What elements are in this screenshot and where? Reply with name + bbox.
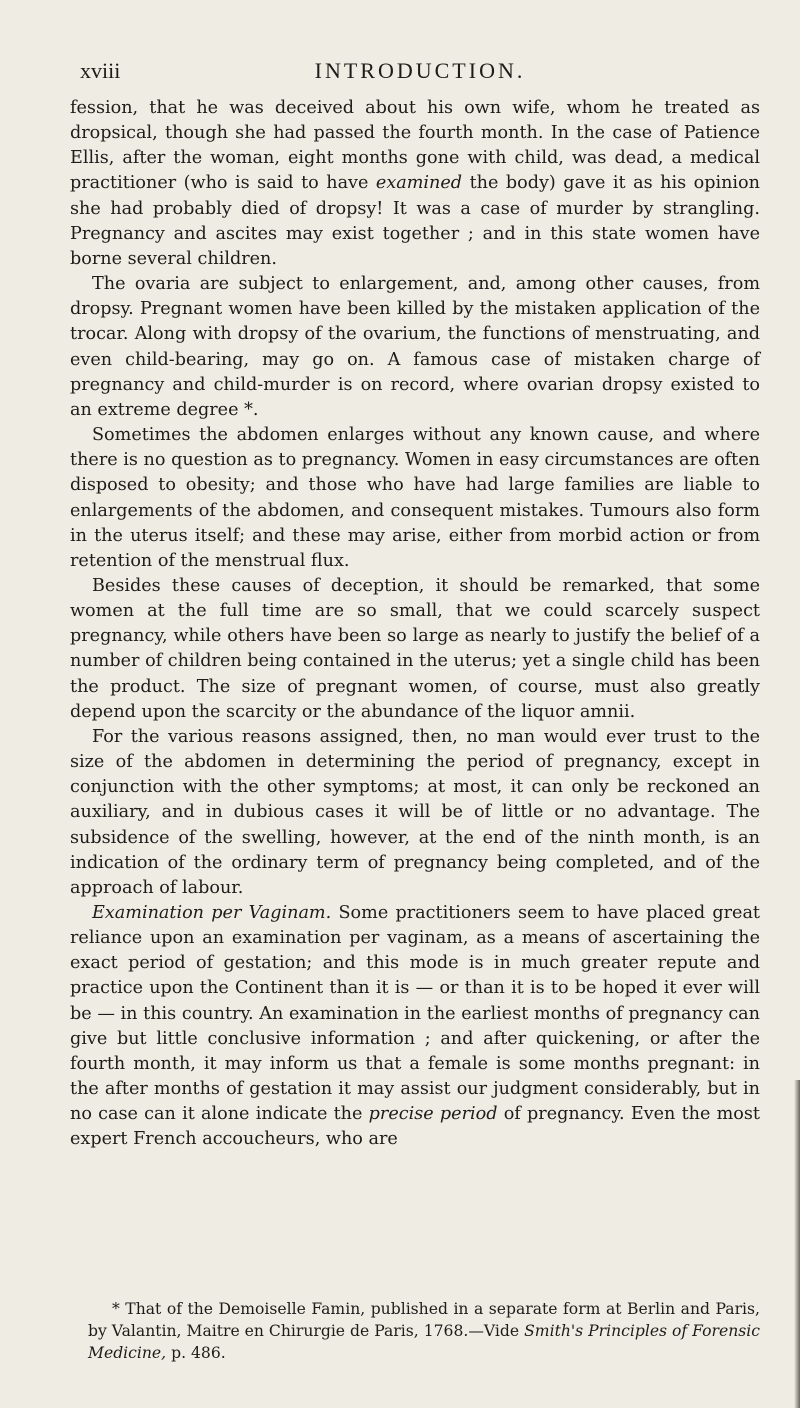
footnote: * That of the Demoiselle Famin, published in a separate form at Berlin and Paris, by Valantin, Maitre en Chirurgie de Paris, 1768.—Vide Smith's Principles of Forensic Medicine, p. 486. <box>88 1300 760 1362</box>
page-number: xviii <box>80 58 121 83</box>
paragraph-5: For the various reasons assigned, then, no man would ever trust to the size of the abdomen in determining the period of pregnancy, except in conjunction with the other symptoms; at most, it can only be reckoned an auxiliary, and in dubious cases it will be of little or no advantage. The subsidence of the swelling, however, at the end of the ninth month, is an indication of the ordinary term of pregnancy being completed, and of the approach of labour. <box>70 726 760 898</box>
body-text <box>70 96 760 1153</box>
section-heading: Examination per Vaginam. <box>92 903 332 923</box>
paragraph-1: fession, that he was deceived about his own wife, whom he treated as dropsical, though she had passed the fourth month. In the case of Patience Ellis, after the woman, eight months gone with child, was dead, a medical practitioner (who is said to have examined the body) gave it as his opinion she had probably died of dropsy! It was a case of murder by strangling. Pregnancy and ascites may exist together ; and in this state women have borne several children. <box>70 98 760 269</box>
page-header <box>80 58 760 82</box>
paragraph-2: The ovaria are subject to enlargement, and, among other causes, from dropsy. Pregnant women have been killed by the mistaken application of the trocar. Along with dropsy of the ovarium, the functions of menstruating, and even child-bearing, may go on. A famous case of mistaken charge of pregnancy and child-murder is on record, where ovarian dropsy existed to an extreme degree *. <box>70 274 760 420</box>
running-title: INTRODUCTION. <box>314 58 526 83</box>
page-edge-shadow <box>794 1080 800 1408</box>
paragraph-3: Sometimes the abdomen enlarges without any known cause, and where there is no question as to pregnancy. Women in easy circumstances are often disposed to obesity; and those who have had large families are liable to enlargements of the abdomen, and consequent mistakes. Tumours also form in the uterus itself; and these may arise, either from morbid action or from retention of the menstrual flux. <box>70 425 760 571</box>
paragraph-4: Besides these causes of deception, it should be remarked, that some women at the full time are so small, that we could scarcely suspect pregnancy, while others have been so large as nearly to justify the belief of a number of children being contained in the uterus; yet a single child has been the product. The size of pregnant women, of course, must also greatly depend upon the scarcity or the abundance of the liquor amnii. <box>70 575 760 722</box>
paragraph-6: Examination per Vaginam. Some practitioners seem to have placed great reliance upon an examination per vaginam, as a means of ascertaining the exact period of gestation; and this mode is in much greater repute and practice upon the Continent than it is — or than it is to be hoped it ever will be — in this country. An examination in the earliest months of pregnancy can give but little conclusive information ; and after quickening, or after the fourth month, it may inform us that a female is some months pregnant: in the after months of gestation it may assist our judgment considerably, but in no case can it alone indicate the precise period of pregnancy. Even the most expert French accoucheurs, who are <box>70 903 760 1150</box>
